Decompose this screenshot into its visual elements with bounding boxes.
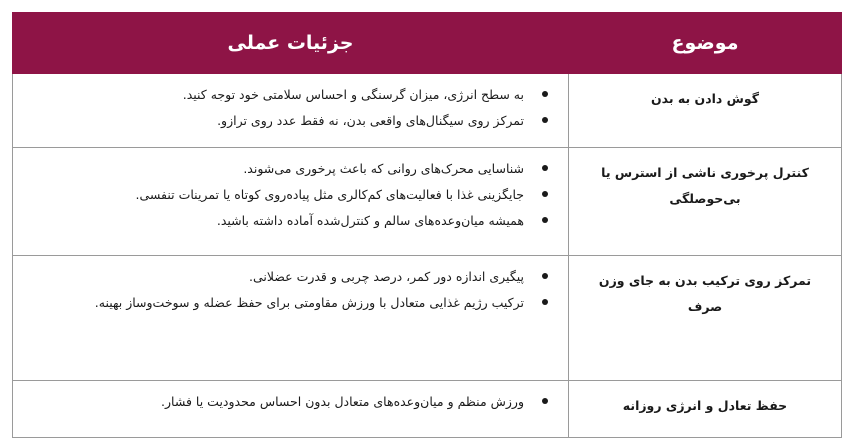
bullet-icon	[542, 273, 548, 279]
bullet-icon	[542, 165, 548, 171]
list-item	[23, 208, 556, 234]
row-details	[13, 148, 569, 256]
practical-details-table	[12, 12, 842, 438]
header-topic: موضوع	[569, 13, 842, 74]
table-header-row	[13, 13, 842, 74]
list-item	[23, 264, 556, 290]
row-details	[13, 256, 569, 381]
list-item-text: ورزش منظم و میان‌وعده‌های متعادل بدون احساس محدودیت یا فشار.	[161, 394, 524, 409]
list-item-text: همیشه میان‌وعده‌های سالم و کنترل‌شده آماده داشته باشید.	[216, 213, 524, 228]
list-item	[23, 108, 556, 134]
list-item-text: ترکیب رژیم غذایی متعادل با ورزش مقاومتی برای حفظ عضله و سوخت‌وساز بهینه.	[94, 295, 524, 310]
bullet-list	[23, 82, 556, 134]
bullet-list	[23, 389, 556, 415]
row-details	[13, 74, 569, 148]
row-topic: حفظ تعادل و انرژی روزانه	[569, 381, 842, 438]
table-container	[12, 12, 842, 438]
list-item-text: جایگزینی غذا با فعالیت‌های کم‌کالری مثل پیاده‌روی کوتاه یا تمرینات تنفسی.	[135, 187, 524, 202]
bullet-icon	[542, 398, 548, 404]
bullet-icon	[542, 299, 548, 305]
table-row	[13, 381, 842, 438]
row-topic: کنترل پرخوری ناشی از استرس یا بی‌حوصلگی	[569, 148, 842, 256]
list-item	[23, 290, 556, 316]
header-details: جزئیات عملی	[13, 13, 569, 74]
list-item-text: به سطح انرژی، میزان گرسنگی و احساس سلامتی خود توجه کنید.	[182, 87, 524, 102]
bullet-icon	[542, 91, 548, 97]
row-topic: گوش دادن به بدن	[569, 74, 842, 148]
list-item	[23, 389, 556, 415]
list-item	[23, 182, 556, 208]
list-item-text: تمرکز روی سیگنال‌های واقعی بدن، نه فقط عدد روی ترازو.	[217, 113, 524, 128]
table-row	[13, 256, 842, 381]
list-item-text: شناسایی محرک‌های روانی که باعث پرخوری می‌شوند.	[243, 161, 524, 176]
table-row	[13, 148, 842, 256]
bullet-icon	[542, 191, 548, 197]
row-details	[13, 381, 569, 438]
table-row	[13, 74, 842, 148]
bullet-list	[23, 156, 556, 234]
bullet-icon	[542, 217, 548, 223]
row-topic: تمرکز روی ترکیب بدن به جای وزن صرف	[569, 256, 842, 381]
bullet-list	[23, 264, 556, 316]
list-item	[23, 156, 556, 182]
list-item-text: پیگیری اندازه دور کمر، درصد چربی و قدرت عضلانی.	[248, 269, 524, 284]
bullet-icon	[542, 117, 548, 123]
list-item	[23, 82, 556, 108]
